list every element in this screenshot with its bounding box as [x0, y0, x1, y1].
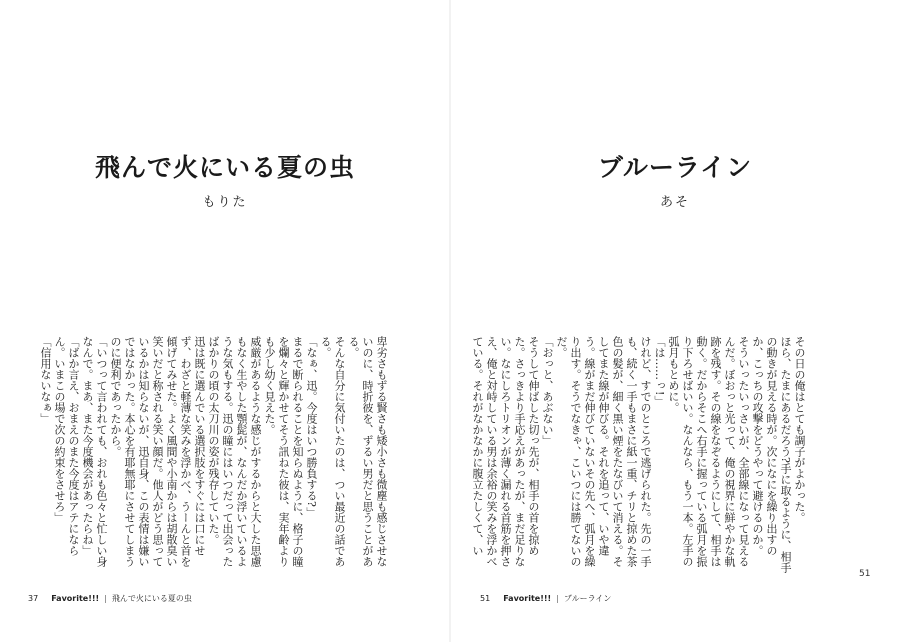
paragraph: 「信用ないなぁ」 — [39, 336, 52, 424]
paragraph: 威厳があるような感じがするからと大した思慮もなく生やした顎髭が、なんだか浮いているような気もする。迅の瞳にはいつだって出会ったばかりの頃の太刀川の姿が残存していた。 — [207, 336, 262, 567]
footer-story-title: ブルーライン — [563, 594, 612, 603]
story-title: 飛んで火にいる夏の虫 — [94, 153, 355, 182]
paragraph: けれど、すでのところで逃げられた。先の一手も、続く一手もまさに紙一重、チリと掠めた茶色の髪が、細く黒い煙をたなびいて消える。そしてまた線が伸びる。それを追って、いや違う。線がまだ伸びていないその先へ、弧月を繰り出す。そうでなきゃ、こいつには勝てないのだ。 — [555, 336, 652, 567]
story-author: あそ — [659, 195, 690, 210]
page-footer — [480, 593, 611, 604]
page-footer — [28, 593, 192, 604]
story-body — [470, 336, 806, 576]
footer-separator: | — [556, 594, 559, 603]
magazine-name: Favorite!!! — [503, 594, 552, 603]
paragraph: そういったいっさいが、全部線になって見えるんだ。ぼおっと光って、俺の視界に鮮やかな軌跡を残す。その線をなぞるようにして、相手は動く。だからそこへ右手に握っている弧月を振り下ろせばいい。なんなら、もう一本。左手の弧月もとめに。 — [667, 336, 750, 567]
footer-story-title: 飛んで火にいる夏の虫 — [111, 594, 192, 603]
paragraph: 卑劣さもずる賢さも矮小さも微塵も感じさせないのに、時折彼を、ずるい男だと思うことがある。 — [347, 336, 388, 567]
paragraph: 「いつって言われても、おれも色々と忙しい身なんで。まあ、また今度機会があったらね」 — [81, 336, 108, 567]
right-page — [450, 0, 900, 642]
magazine-name: Favorite!!! — [51, 594, 100, 603]
page-number: 51 — [480, 594, 491, 603]
paragraph: 迅は既に選んでいる選択肢をすぐには口にせず、わざと軽薄な笑みを浮かべ、うーんと首を傾げてみせた。よく風間や小南からは胡散臭い笑いだと称される笑い顔だ。他人がどう思っているかは知らないが、迅自身、この表情は嫌いではなかった。本心を有耶無耶にさせてしまうのに便利であったから。 — [109, 336, 206, 567]
paragraph: 「は……っ!」 — [653, 336, 666, 407]
paragraph: その日の俺はとても調子がよかった。 — [793, 336, 806, 523]
story-body — [39, 336, 388, 576]
paragraph: まるで断られることを知らぬように、格子の瞳を爛々と輝かせてそう訊ねた彼は、実年齢よりも少し幼く見えた。 — [263, 336, 304, 567]
story-author: もりた — [202, 195, 248, 210]
side-page-number: 51 — [859, 569, 871, 579]
paragraph: そうして伸ばした切っ先が、相手の首を掠めた。さっきより手応えがあったが、まだ足りない。なにしろトリオンが薄く漏れる首筋を押さえ、俺と対峙している男は余裕の笑みを浮かべている。それがなかなかに腹立たしくて、い — [471, 336, 540, 567]
paragraph: そんな自分に気付いたのは、つい最近の話である。 — [319, 336, 346, 567]
paragraph: 「なぁ、迅。今度はいつ勝負する?」 — [305, 336, 318, 518]
footer-separator: | — [104, 594, 107, 603]
paragraph: ほら、たまにあるだろう?手に取るように、相手の動きが見える時が。次になにを繰り出すのか、こっちの攻撃をどうやって避けるのか。 — [751, 336, 792, 573]
story-title: ブルーライン — [597, 153, 753, 182]
paragraph: 「おっと、あぶない」 — [541, 336, 554, 446]
paragraph: 「ばか言え、おまえのまた今度はアテにならん。いまこの場で次の約束をさせろ」 — [53, 336, 80, 556]
page-number: 37 — [28, 594, 39, 603]
